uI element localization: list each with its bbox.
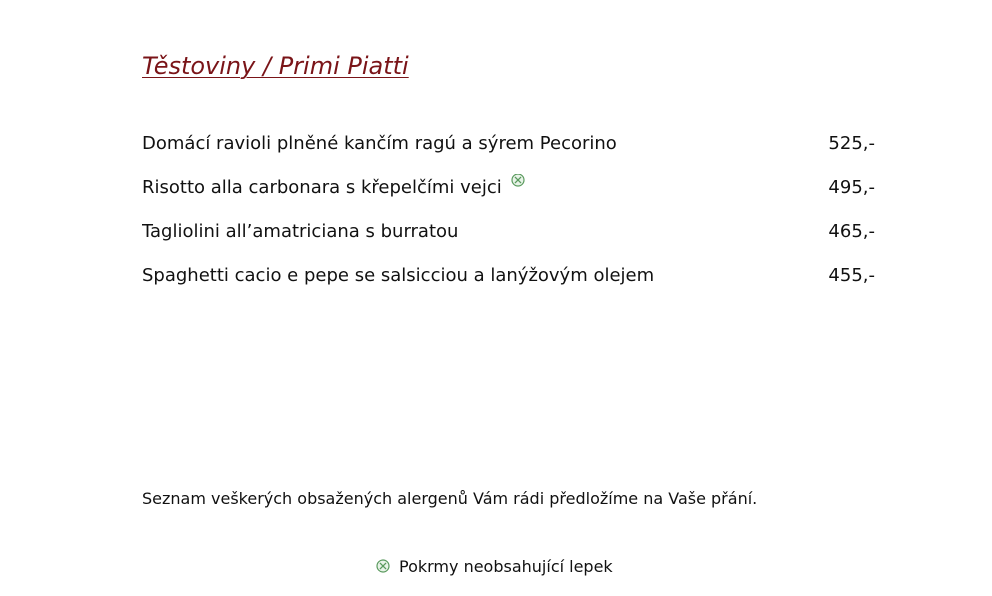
menu-list bbox=[142, 130, 875, 306]
allergen-note: Seznam veškerých obsažených alergenů Vám rádi předložíme na Vaše přání. bbox=[142, 489, 758, 508]
dish-price: 455,- bbox=[828, 265, 875, 286]
dish-name: Tagliolini all’amatriciana s burratou bbox=[142, 221, 459, 242]
menu-item bbox=[142, 262, 875, 306]
gluten-free-icon bbox=[511, 174, 525, 182]
dish-price: 495,- bbox=[828, 177, 875, 198]
menu-item bbox=[142, 130, 875, 174]
gluten-free-icon bbox=[376, 557, 390, 571]
menu-item bbox=[142, 218, 875, 262]
dish-name: Spaghetti cacio e pepe se salsicciou a lanýžovým olejem bbox=[142, 265, 655, 286]
menu-item bbox=[142, 174, 875, 218]
dish-name: Risotto alla carbonara s křepelčími vejci bbox=[142, 177, 502, 198]
dish-name: Domácí ravioli plněné kančím ragú a sýrem Pecorino bbox=[142, 133, 617, 154]
gluten-free-legend bbox=[376, 556, 613, 578]
dish-price: 465,- bbox=[828, 221, 875, 242]
section-title: Těstoviny / Primi Piatti bbox=[142, 52, 409, 80]
legend-label: Pokrmy neobsahující lepek bbox=[399, 557, 613, 576]
dish-price: 525,- bbox=[828, 133, 875, 154]
